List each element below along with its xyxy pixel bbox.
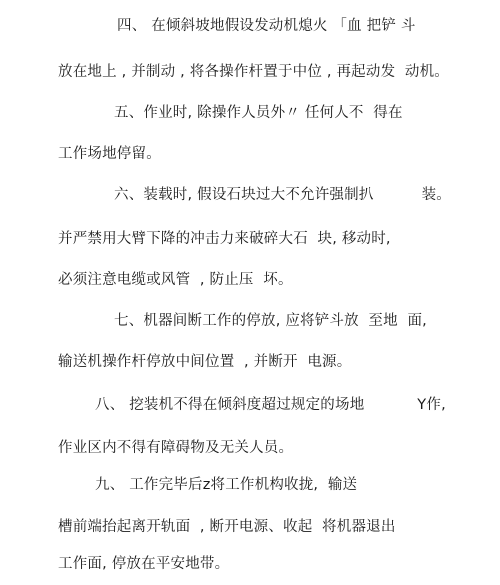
text-line: 七、机器间断工作的停放, 应将铲斗放 至地 面,: [114, 313, 427, 329]
text-line: 必须注意电缆或风管 , 防止压 坏。: [58, 272, 293, 288]
text-line: 五、作业时, 除操作人员外〃 任何人不 得在: [114, 105, 403, 121]
text-line: 并严禁用大臂下降的冲击力来破碎大石 块, 移动时,: [58, 231, 391, 247]
text-line: 工作场地停留。: [58, 146, 161, 162]
text-line: 槽前端抬起离开轨面 , 断开电源、收起 将机器退出: [58, 519, 396, 535]
text-line: 八、 挖装机不得在倾斜度超过规定的场地 Y作,: [95, 397, 446, 413]
text-line: 四、 在倾斜坡地假设发动机熄火 「血 把铲 斗: [117, 18, 416, 34]
text-line: 放在地上 , 并制动 , 将各操作杆置于中位 , 再起动发 动机。: [58, 64, 449, 80]
text-line: 输送机操作杆停放中间位置 , 并断开 电源。: [58, 354, 352, 370]
text-line: 作业区内不得有障碍物及无关人员。: [58, 440, 294, 456]
text-line: 六、装载时, 假设石块过大不允许强制扒 装。: [114, 187, 452, 203]
text-line: 工作面, 停放在平安地带。: [58, 556, 230, 572]
text-line: 九、 工作完毕后z将工作机构收拢, 输送: [95, 477, 358, 493]
